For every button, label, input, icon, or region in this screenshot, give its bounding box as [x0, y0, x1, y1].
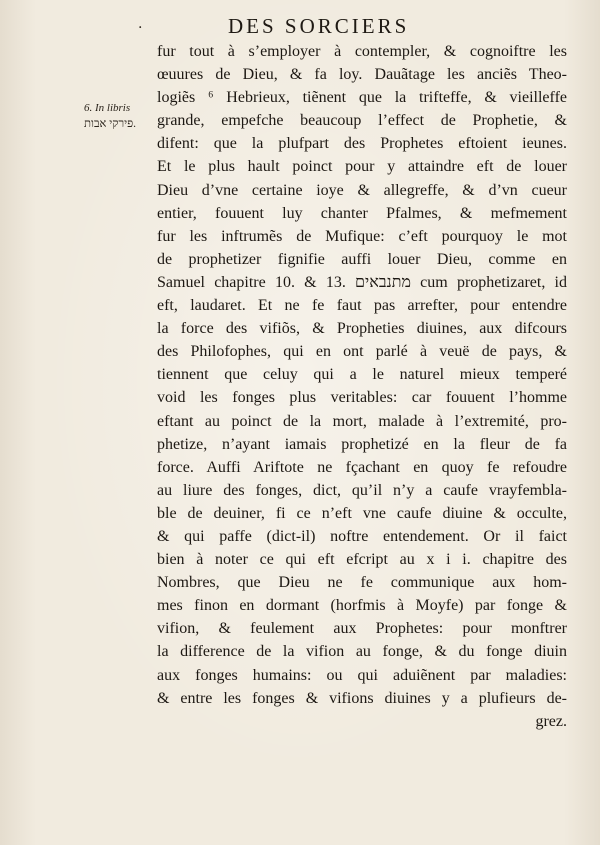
margin-note-reference: 6. In libris — [84, 102, 131, 114]
text-line: Samuel chapitre 10. & 13. מתנבאים cum prophetizaret, id — [157, 273, 567, 291]
margin-note-hebrew: פירקי אבות. — [84, 118, 137, 130]
running-head: DES SORCIERS — [228, 14, 410, 38]
text-line: logiẽs ⁶ Hebrieux, tiẽnent que la trifteffe, & vieilleffe — [157, 89, 567, 107]
text-line: fur tout à s’employer à contempler, & cognoiftre les — [157, 43, 567, 60]
text-line: tiennent que celuy qui a le naturel mieux temperé — [157, 366, 567, 384]
text-line: vifion, & feulement aux Prophetes: pour monftrer — [157, 620, 567, 638]
text-line: eft, laudaret. Et ne fe faut pas arrefter, pour entendre — [157, 297, 567, 315]
text-line: œuures de Dieu, & fa loy. Dauãtage les anciẽs Theo- — [157, 66, 567, 84]
text-line: & entre les fonges & vifions diuines y a plufieurs de- — [157, 689, 567, 707]
text-line: de prophetizer fignifie auffi louer Dieu, comme en — [157, 250, 567, 268]
text-line: des Philofophes, qui en ont parlé à veuë de pays, & — [157, 343, 567, 361]
text-line: mes finon en dormant (horfmis à Moyfe) par fonge & — [157, 597, 567, 615]
text-line: void les fonges plus veritables: car fouuent l’homme — [157, 389, 567, 407]
text-line: la force des vifiõs, & Propheties diuines, aux difcours — [157, 320, 567, 338]
body-text — [157, 40, 567, 733]
text-line: difent: que la plufpart des Prophetes eftoient ieunes. — [157, 135, 567, 153]
text-line: au liure des fonges, dict, qu’il n’y a caufe vrayfembla- — [157, 481, 567, 499]
text-line: aux fonges humains: ou qui aduiẽnent par maladies: — [157, 666, 567, 684]
text-line: entier, fouuent luy chanter Pfalmes, & mefmement — [157, 204, 567, 222]
text-line: la difference de la vifion au fonge, & du fonge diuin — [157, 643, 567, 661]
text-line: Et le plus hault poinct pour y attaindre eft de louer — [157, 158, 567, 176]
margin-note — [84, 100, 150, 132]
text-line: grande, empefche beaucoup l’effect de Prophetie, & — [157, 112, 567, 130]
text-line: force. Auffi Ariftote ne fçachant en quoy fe refoudre — [157, 458, 567, 476]
text-line: phetize, n’ayant iamais prophetizé en la fleur de fa — [157, 435, 567, 453]
folio-mark: . — [138, 16, 143, 32]
text-line: Dieu d’vne certaine ioye & allegreffe, & d’vn cueur — [157, 181, 567, 199]
text-line: fur les inftrumẽs de Mufique: c’eft pourquoy le mot — [157, 227, 567, 245]
text-line: & qui paffe (dict-il) noftre entendement. Or il faict — [157, 527, 567, 545]
text-line-catchword: grez. — [535, 712, 567, 730]
text-line: Nombres, que Dieu ne fe communique aux hom- — [157, 574, 567, 592]
text-line: eftant au poinct de la mort, malade à l’extremité, pro- — [157, 412, 567, 430]
text-line: bien à noter ce qui eft efcript au x i i. chapitre des — [157, 551, 567, 569]
text-line: ble de deuiner, fi ce n’eft vne caufe diuine & occulte, — [157, 504, 567, 522]
